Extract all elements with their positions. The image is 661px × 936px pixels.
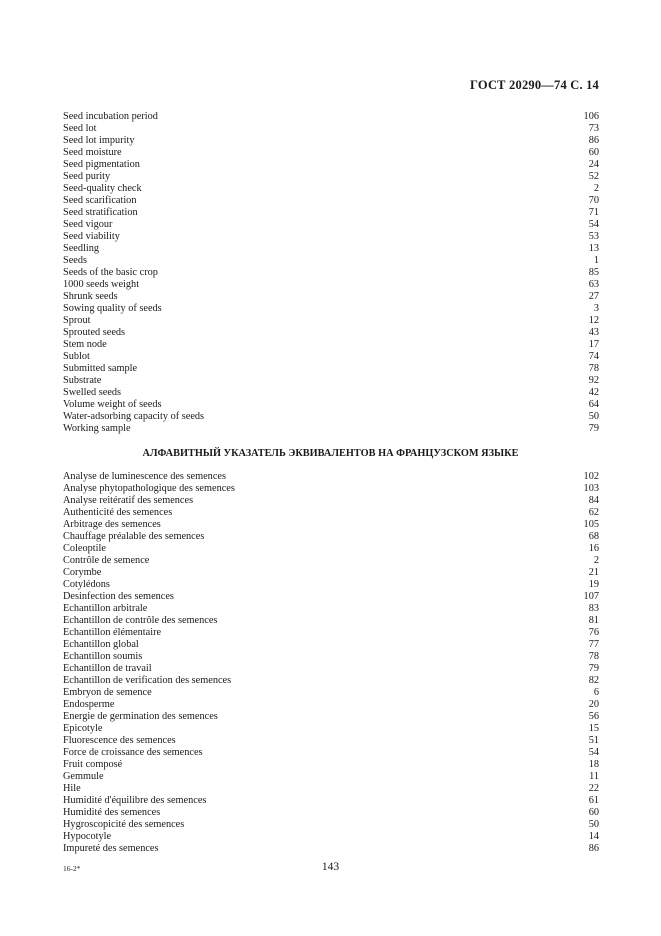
index-term: Sprouted seeds [63,327,126,338]
index-entry [63,567,599,579]
index-page-ref: 60 [588,807,599,818]
index-entry [63,759,599,771]
index-page-ref: 13 [588,243,599,254]
index-page-ref: 105 [583,519,599,530]
index-entry [63,843,599,855]
index-term: Epicotyle [63,723,103,734]
index-term: Seed scarification [63,195,137,206]
index-entry [63,543,599,555]
index-entry [63,363,599,375]
index-entry [63,135,599,147]
index-page-ref: 18 [588,759,599,770]
page-header: ГОСТ 20290—74 С. 14 [470,78,599,92]
index-entry [63,171,599,183]
index-page-ref: 3 [593,303,599,314]
index-term: Echantillon soumis [63,651,143,662]
index-term: Echantillon de travail [63,663,152,674]
index-term: Seed lot [63,123,97,134]
index-term: Analyse de luminescence des semences [63,471,226,482]
index-term: Hygroscopicité des semences [63,819,185,830]
index-entry [63,711,599,723]
index-entry [63,579,599,591]
index-page-ref: 63 [588,279,599,290]
index-page-ref: 54 [588,219,599,230]
index-page-ref: 43 [588,327,599,338]
index-term: Echantillon de verification des semences [63,675,232,686]
index-term: Gemmule [63,771,104,782]
index-term: Contrôle de semence [63,555,150,566]
index-entry [63,195,599,207]
index-entry [63,219,599,231]
index-entry [63,123,599,135]
index-entry [63,651,599,663]
index-page-ref: 68 [588,531,599,542]
index-page-ref: 78 [588,363,599,374]
index-page-ref: 54 [588,747,599,758]
index-page-ref: 14 [588,831,599,842]
index-entry [63,507,599,519]
index-entry [63,615,599,627]
index-entry [63,723,599,735]
index-entry [63,267,599,279]
index-entry [63,807,599,819]
index-page-ref: 62 [588,507,599,518]
index-page-ref: 70 [588,195,599,206]
index-page-ref: 82 [588,675,599,686]
index-term: Echantillon de contrôle des semences [63,615,218,626]
index-term: Seed moisture [63,147,122,158]
index-page-ref: 107 [583,591,599,602]
index-entry [63,291,599,303]
index-entry [63,663,599,675]
index-term: Chauffage préalable des semences [63,531,205,542]
index-term: Sprout [63,315,91,326]
index-page-ref: 85 [588,267,599,278]
index-term: Seed viability [63,231,120,242]
index-page-ref: 56 [588,711,599,722]
index-page-ref: 61 [588,795,599,806]
index-term: Echantillon arbitrale [63,603,148,614]
index-entry [63,279,599,291]
index-term: Submitted sample [63,363,138,374]
index-page-ref: 15 [588,723,599,734]
index-entry [63,687,599,699]
index-entry [63,159,599,171]
index-term: Seed lot impurity [63,135,135,146]
index-entry [63,483,599,495]
index-term: Humidité d'équilibre des semences [63,795,207,806]
french-index-heading: АЛФАВИТНЫЙ УКАЗАТЕЛЬ ЭКВИВАЛЕНТОВ НА ФРАНЦУЗСКОМ ЯЗЫКЕ [142,448,519,459]
index-entry [63,771,599,783]
index-entry [63,243,599,255]
index-page-ref: 76 [588,627,599,638]
footer-code: 16-2* [63,864,81,873]
index-entry [63,591,599,603]
index-entry [63,375,599,387]
index-term: Seed incubation period [63,111,158,122]
index-term: Seed stratification [63,207,138,218]
index-page-ref: 2 [593,555,599,566]
index-page-ref: 51 [588,735,599,746]
index-term: Analyse reitératif des semences [63,495,194,506]
index-entry [63,183,599,195]
index-term: Hypocotyle [63,831,112,842]
index-entry [63,675,599,687]
index-entry [63,207,599,219]
index-term: Seed pigmentation [63,159,140,170]
french-index-list [63,471,599,855]
index-entry [63,603,599,615]
index-page-ref: 92 [588,375,599,386]
index-page-ref: 84 [588,495,599,506]
index-page-ref: 1 [593,255,599,266]
index-page-ref: 106 [583,111,599,122]
index-page-ref: 103 [583,483,599,494]
index-entry [63,831,599,843]
index-term: Energie de germination des semences [63,711,218,722]
index-term: Seed purity [63,171,111,182]
index-page-ref: 64 [588,399,599,410]
index-term: Sowing quality of seeds [63,303,162,314]
index-term: Humidité des semences [63,807,161,818]
index-entry [63,747,599,759]
index-page-ref: 12 [588,315,599,326]
index-term: Water-adsorbing capacity of seeds [63,411,205,422]
index-term: Fluorescence des semences [63,735,176,746]
index-term: Seedling [63,243,100,254]
page-number: 143 [321,861,340,873]
index-term: Volume weight of seeds [63,399,162,410]
index-page-ref: 11 [589,771,599,782]
index-entry [63,423,599,435]
index-term: Seed vigour [63,219,113,230]
index-term: Swelled seeds [63,387,122,398]
index-term: Sublot [63,351,90,362]
index-term: Seed-quality check [63,183,142,194]
index-entry [63,783,599,795]
index-entry [63,627,599,639]
index-page-ref: 6 [593,687,599,698]
index-page-ref: 20 [588,699,599,710]
index-term: Desinfection des semences [63,591,174,602]
index-term: 1000 seeds weight [63,279,140,290]
index-entry [63,699,599,711]
index-term: Fruit composé [63,759,123,770]
index-term: Coleoptile [63,543,106,554]
index-page-ref: 17 [588,339,599,350]
index-page-ref: 42 [588,387,599,398]
index-entry [63,351,599,363]
index-page-ref: 27 [588,291,599,302]
index-page-ref: 53 [588,231,599,242]
index-entry [63,231,599,243]
index-page-ref: 22 [588,783,599,794]
index-page-ref: 71 [588,207,599,218]
index-entry [63,639,599,651]
index-entry [63,819,599,831]
index-term: Analyse phytopathologique des semences [63,483,235,494]
index-page-ref: 60 [588,147,599,158]
index-page-ref: 50 [588,819,599,830]
index-term: Endosperme [63,699,115,710]
index-entry [63,147,599,159]
index-page-ref: 83 [588,603,599,614]
index-page-ref: 81 [588,615,599,626]
index-term: Hile [63,783,81,794]
index-page-ref: 78 [588,651,599,662]
index-entry [63,411,599,423]
index-term: Embryon de semence [63,687,152,698]
index-entry [63,255,599,267]
index-page-ref: 21 [588,567,599,578]
index-page-ref: 50 [588,411,599,422]
index-term: Working sample [63,423,131,434]
index-term: Authenticité des semences [63,507,173,518]
index-term: Seeds [63,255,88,266]
index-term: Arbitrage des semences [63,519,161,530]
index-entry [63,495,599,507]
index-page-ref: 52 [588,171,599,182]
index-term: Echantillon élémentaire [63,627,162,638]
index-term: Impureté des semences [63,843,159,854]
index-entry [63,399,599,411]
index-page-ref: 86 [588,135,599,146]
index-term: Cotylédons [63,579,110,590]
index-page-ref: 74 [588,351,599,362]
index-page-ref: 79 [588,423,599,434]
index-page-ref: 102 [583,471,599,482]
index-page-ref: 86 [588,843,599,854]
index-entry [63,735,599,747]
index-page-ref: 73 [588,123,599,134]
index-entry [63,111,599,123]
index-page-ref: 24 [588,159,599,170]
index-entry [63,327,599,339]
index-page-ref: 79 [588,663,599,674]
index-page-ref: 77 [588,639,599,650]
index-term: Stem node [63,339,107,350]
index-term: Corymbe [63,567,102,578]
index-entry [63,531,599,543]
index-entry [63,555,599,567]
index-entry [63,471,599,483]
index-page-ref: 2 [593,183,599,194]
english-index-list [63,111,599,435]
index-term: Seeds of the basic crop [63,267,158,278]
index-entry [63,315,599,327]
index-entry [63,339,599,351]
index-page-ref: 16 [588,543,599,554]
index-entry [63,387,599,399]
index-term: Shrunk seeds [63,291,118,302]
index-term: Substrate [63,375,102,386]
index-entry [63,303,599,315]
index-page-ref: 19 [588,579,599,590]
index-entry [63,519,599,531]
index-entry [63,795,599,807]
index-term: Echantillon global [63,639,139,650]
index-term: Force de croissance des semences [63,747,203,758]
